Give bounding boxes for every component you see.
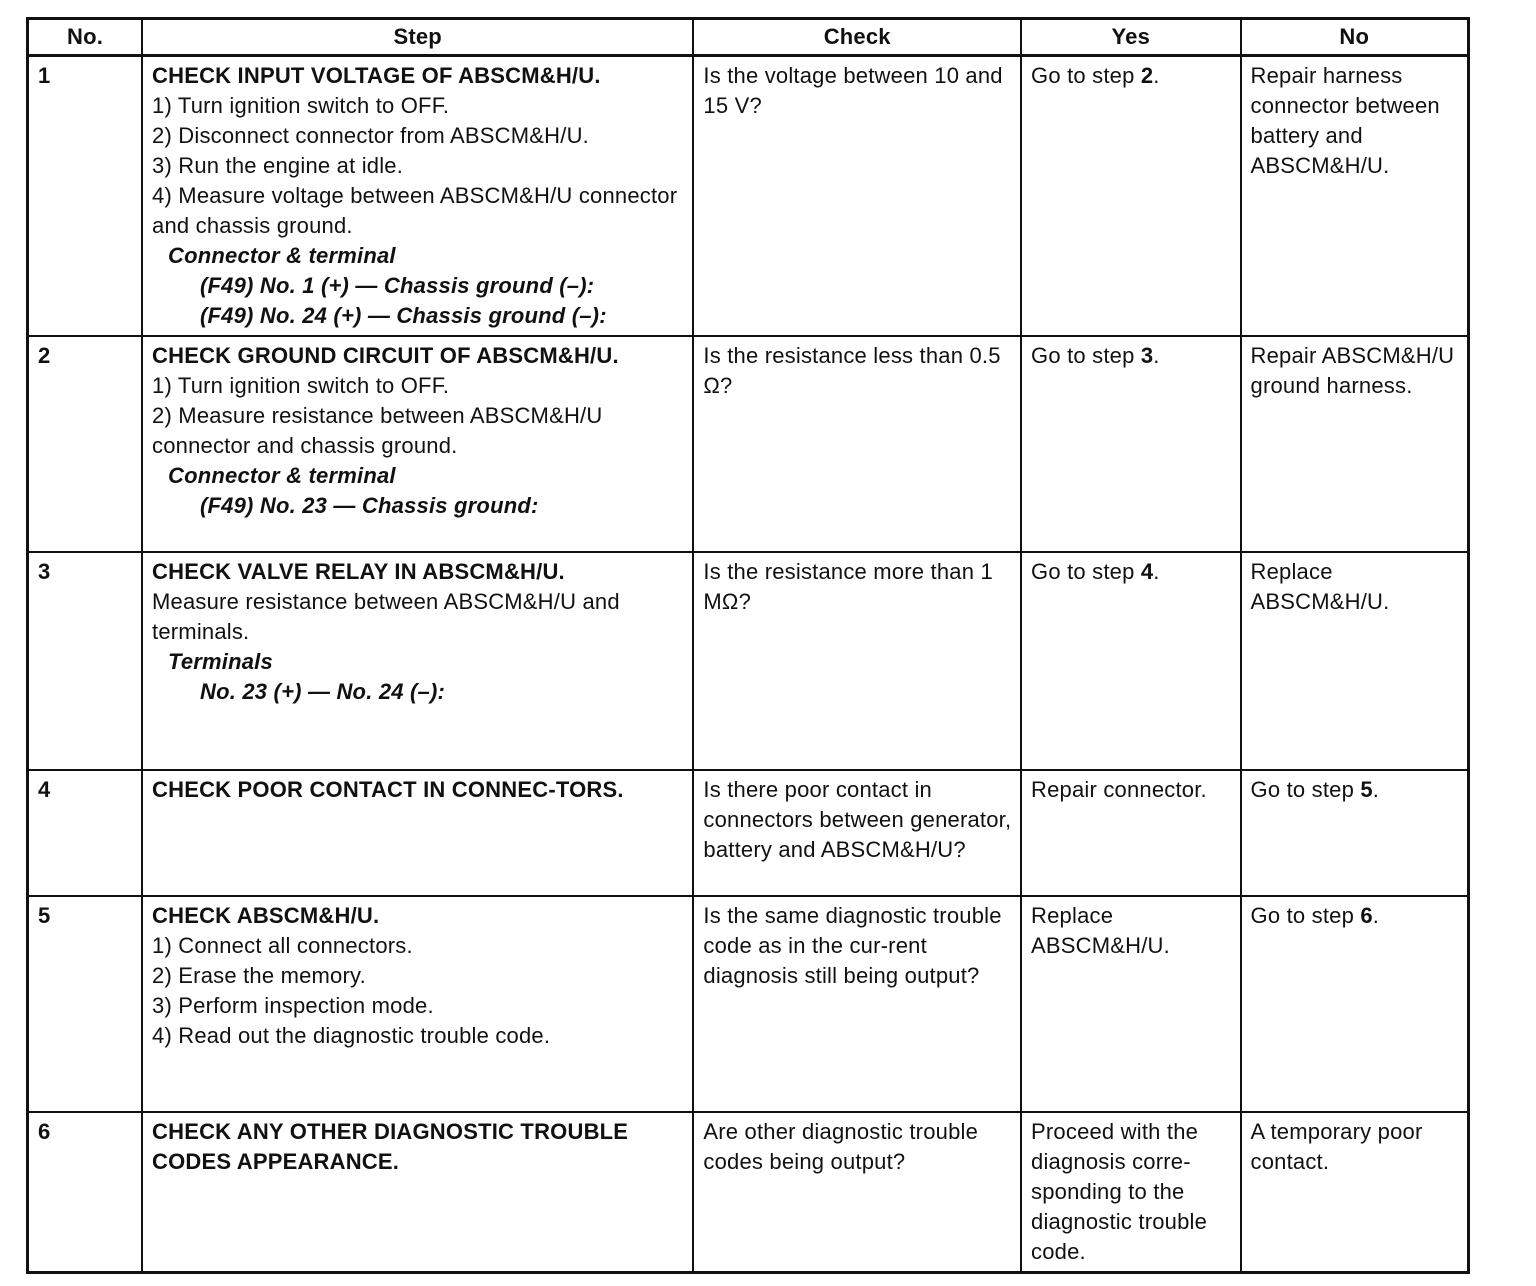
step-title: CHECK VALVE RELAY IN ABSCM&H/U. (152, 559, 565, 584)
header-check: Check (693, 19, 1021, 56)
step-title: CHECK GROUND CIRCUIT OF ABSCM&H/U. (152, 343, 619, 368)
yes-cell-text: Go to step (1031, 559, 1141, 584)
table-row (28, 1112, 1469, 1273)
terminal-spec: (F49) No. 1 (+) — Chassis ground (–): (200, 273, 595, 298)
step-cell (142, 336, 693, 552)
substep-text: 2) Erase the memory. (152, 963, 366, 988)
no-cell-text: Replace ABSCM&H/U. (1250, 559, 1390, 614)
step-number: 6 (28, 1112, 143, 1273)
substep-text: 1) Turn ignition switch to OFF. (152, 373, 450, 398)
terminal-heading: Connector & terminal (168, 243, 396, 268)
yes-cell (1021, 552, 1240, 770)
substep-text: 1) Connect all connectors. (152, 933, 413, 958)
diagnostic-table (26, 17, 1470, 1274)
substep-text: 4) Measure voltage between ABSCM&H/U connector and chassis ground. (152, 183, 678, 238)
yes-cell-punct: . (1153, 343, 1160, 368)
no-cell-punct: . (1372, 777, 1380, 802)
yes-cell-text: Repair connector. (1031, 777, 1207, 802)
table-row (28, 56, 1469, 337)
step-number: 3 (28, 552, 143, 770)
table-header (28, 19, 1469, 56)
no-cell-text: Go to step (1250, 903, 1361, 928)
table-body (28, 56, 1469, 1273)
step-number: 2 (28, 336, 143, 552)
check-cell (693, 552, 1021, 770)
no-cell-text: Go to step (1250, 777, 1361, 802)
no-cell (1241, 896, 1469, 1112)
check-cell (693, 770, 1021, 896)
step-number: 4 (28, 770, 143, 896)
check-question: Is the same diagnostic trouble code as in the cur-rent diagnosis still being output? (703, 903, 1002, 988)
step-title: CHECK ANY OTHER DIAGNOSTIC TROUBLE CODES APPEARANCE. (152, 1119, 629, 1174)
yes-cell-punct: . (1153, 559, 1160, 584)
no-cell (1241, 56, 1469, 337)
step-number: 1 (28, 56, 143, 337)
step-title: CHECK INPUT VOLTAGE OF ABSCM&H/U. (152, 63, 601, 88)
header-no: No. (28, 19, 143, 56)
yes-cell (1021, 1112, 1240, 1273)
yes-cell-punct: . (1153, 63, 1160, 88)
step-title: CHECK POOR CONTACT IN CONNEC-TORS. (152, 777, 624, 802)
yes-cell (1021, 770, 1240, 896)
step-number: 5 (28, 896, 143, 1112)
yes-cell (1021, 896, 1240, 1112)
check-question: Is there poor contact in connectors between generator, battery and ABSCM&H/U? (703, 777, 1012, 862)
no-cell (1241, 336, 1469, 552)
substep-text: Measure resistance between ABSCM&H/U and terminals. (152, 589, 620, 644)
header-row (28, 19, 1469, 56)
no-cell (1241, 552, 1469, 770)
check-question: Is the resistance less than 0.5 Ω? (703, 343, 1001, 398)
substep-text: 2) Disconnect connector from ABSCM&H/U. (152, 123, 589, 148)
substep-text: 3) Run the engine at idle. (152, 153, 404, 178)
check-cell (693, 336, 1021, 552)
terminal-spec: No. 23 (+) — No. 24 (–): (200, 679, 446, 704)
no-cell (1241, 1112, 1469, 1273)
step-title: CHECK ABSCM&H/U. (152, 903, 380, 928)
no-cell-punct: . (1372, 903, 1380, 928)
step-reference: 3 (1140, 343, 1154, 368)
terminal-heading: Terminals (168, 649, 273, 674)
substep-text: 1) Turn ignition switch to OFF. (152, 93, 450, 118)
check-cell (693, 1112, 1021, 1273)
step-cell (142, 1112, 693, 1273)
step-cell (142, 896, 693, 1112)
terminal-spec: (F49) No. 23 — Chassis ground: (200, 493, 539, 518)
no-cell-text: A temporary poor contact. (1250, 1119, 1423, 1174)
step-reference: 2 (1140, 63, 1154, 88)
step-reference: 4 (1140, 559, 1154, 584)
header-yes: Yes (1021, 19, 1240, 56)
no-cell (1241, 770, 1469, 896)
yes-cell-text: Go to step (1031, 63, 1141, 88)
step-cell (142, 770, 693, 896)
table-row (28, 552, 1469, 770)
step-cell (142, 552, 693, 770)
no-cell-text: Repair harness connector between battery and ABSCM&H/U. (1250, 63, 1440, 178)
substep-text: 4) Read out the diagnostic trouble code. (152, 1023, 551, 1048)
check-cell (693, 56, 1021, 337)
table-row (28, 896, 1469, 1112)
substep-text: 2) Measure resistance between ABSCM&H/U connector and chassis ground. (152, 403, 603, 458)
table-row (28, 336, 1469, 552)
step-cell (142, 56, 693, 337)
yes-cell (1021, 56, 1240, 337)
step-reference: 6 (1360, 903, 1373, 928)
yes-cell-text: Proceed with the diagnosis corre-sponding to the diagnostic trouble code. (1031, 1119, 1208, 1264)
check-question: Is the voltage between 10 and 15 V? (703, 63, 1003, 118)
terminal-spec: (F49) No. 24 (+) — Chassis ground (–): (200, 303, 607, 328)
substep-text: 3) Perform inspection mode. (152, 993, 434, 1018)
table-row (28, 770, 1469, 896)
yes-cell-text: Replace ABSCM&H/U. (1031, 903, 1170, 958)
check-question: Are other diagnostic trouble codes being output? (703, 1119, 979, 1174)
yes-cell (1021, 336, 1240, 552)
check-cell (693, 896, 1021, 1112)
check-question: Is the resistance more than 1 MΩ? (703, 559, 993, 614)
header-step: Step (142, 19, 693, 56)
step-reference: 5 (1360, 777, 1373, 802)
terminal-heading: Connector & terminal (168, 463, 396, 488)
yes-cell-text: Go to step (1031, 343, 1141, 368)
no-cell-text: Repair ABSCM&H/U ground harness. (1250, 343, 1455, 398)
header-no-result: No (1241, 19, 1469, 56)
